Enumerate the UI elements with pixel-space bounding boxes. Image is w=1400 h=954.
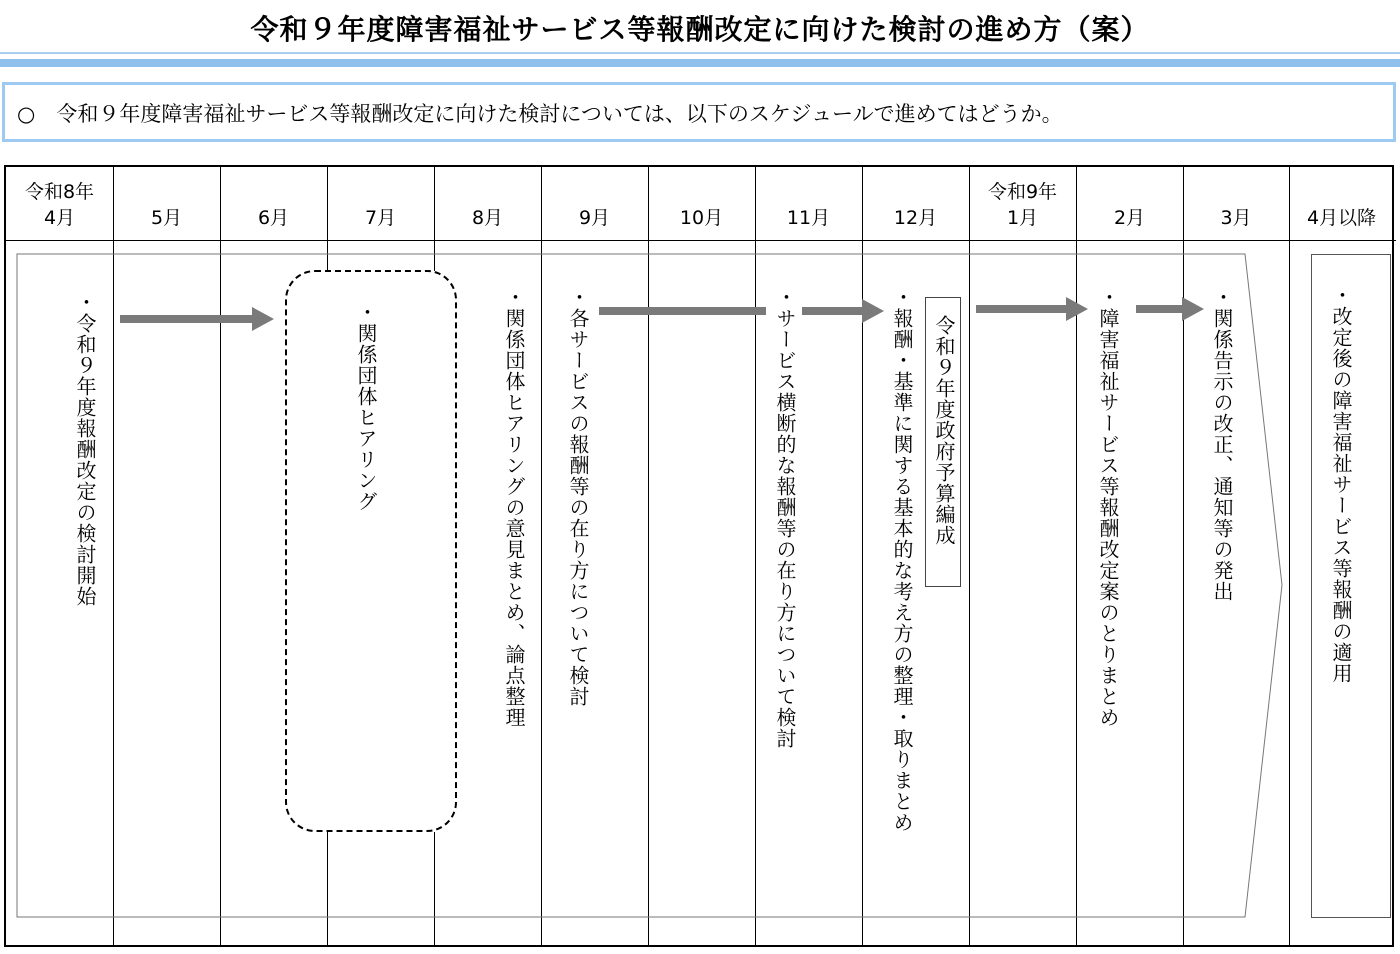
title-band: [0, 59, 1400, 67]
month-header-nov: 11月: [786, 207, 831, 229]
step-cross-review: ・サービス横断的な報酬等の在り方について検討: [773, 287, 797, 749]
month-header-after-apr: 4月以降: [1306, 207, 1377, 229]
schedule-table: [4, 165, 1394, 947]
arrow-shaft: [1136, 305, 1184, 313]
step-notice: ・関係告示の改正、通知等の発出: [1210, 287, 1234, 602]
intro-text: ○ 令和９年度障害福祉サービス等報酬改定に向けた検討については、以下のスケジュールで進めてはどうか。: [17, 102, 1063, 126]
month-header-may: 5月: [150, 207, 183, 229]
month-header-jul: 7月: [364, 207, 397, 229]
month-header-jan: 令和9年 1月: [987, 181, 1058, 229]
month-header-jun: 6月: [257, 207, 290, 229]
month-header-mar: 3月: [1220, 207, 1252, 229]
month-header-sep: 9月: [578, 207, 611, 229]
intro-box: [2, 82, 1396, 142]
step-hearing: ・関係団体ヒアリング: [354, 302, 378, 512]
arrow-head-icon: [862, 299, 884, 323]
month-header-apr: 令和8年 4月: [24, 181, 95, 229]
arrow-head-icon: [252, 307, 274, 331]
step-summary: ・関係団体ヒアリングの意見まとめ、論点整理: [502, 287, 526, 728]
month-header-aug: 8月: [471, 207, 504, 229]
month-header-feb: 2月: [1113, 207, 1146, 229]
column-divider: [1289, 167, 1290, 947]
step-budget: 令和９年度政府予算編成: [932, 315, 956, 546]
arrow-shaft: [120, 315, 254, 323]
arrow-shaft: [976, 305, 1068, 313]
arrow-shaft: [599, 307, 766, 315]
arrow-head-icon: [1066, 297, 1088, 321]
arrow-shaft: [802, 307, 864, 315]
arrow-head-icon: [1182, 297, 1204, 321]
step-service-review: ・各サービスの報酬等の在り方について検討: [566, 287, 590, 707]
header-divider: [6, 240, 1396, 241]
month-header-dec: 12月: [893, 207, 938, 229]
step-start: ・令和９年度報酬改定の検討開始: [73, 292, 97, 607]
step-draft: ・障害福祉サービス等報酬改定案のとりまとめ: [1096, 287, 1120, 728]
step-basic-policy: ・報酬・基準に関する基本的な考え方の整理・取りまとめ: [890, 287, 914, 833]
page-title: 令和９年度障害福祉サービス等報酬改定に向けた検討の進め方（案）: [250, 13, 1150, 46]
month-header-oct: 10月: [679, 207, 724, 229]
title-underline: [0, 52, 1400, 54]
step-apply: ・改定後の障害福祉サービス等報酬の適用: [1329, 285, 1353, 684]
